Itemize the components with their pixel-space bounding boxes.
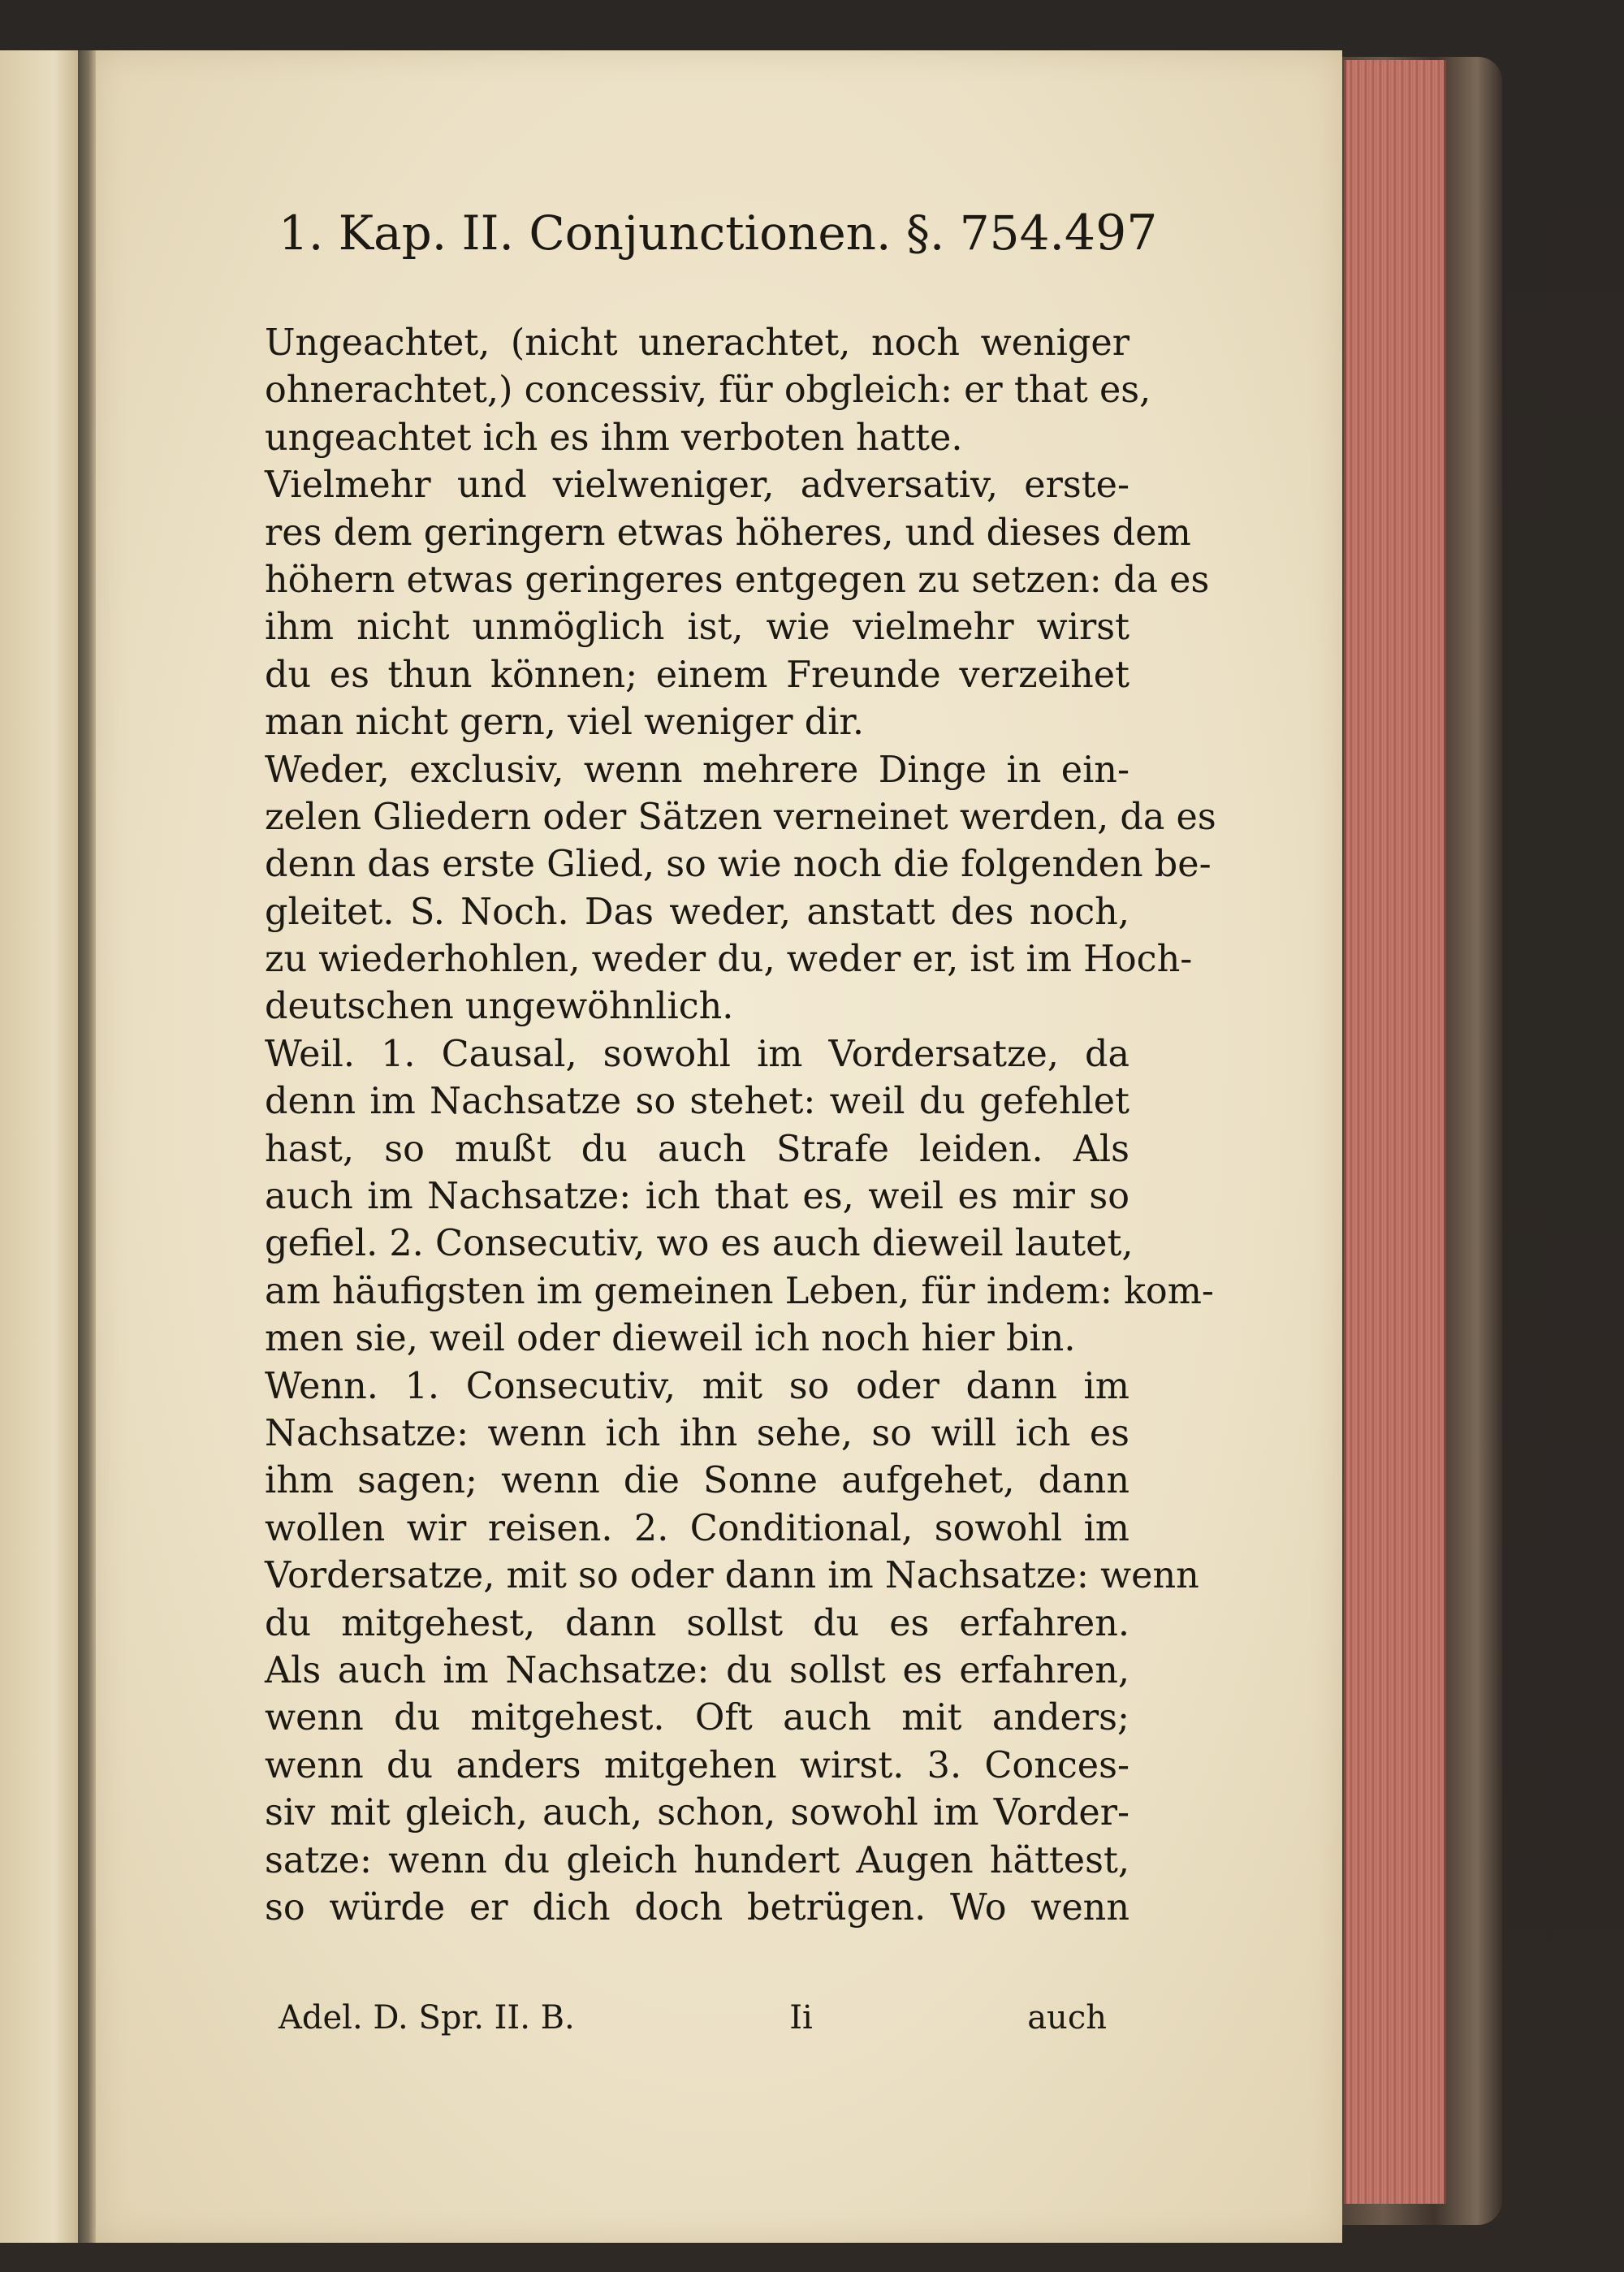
text-line: Weil. 1. Causal, sowohl im Vordersatze, da [265,1033,1129,1075]
text-line: gefiel. 2. Consecutiv, wo es auch dieweil lautet, [265,1223,1134,1265]
text-line: du mitgehest, dann sollst du es erfahren. [265,1602,1129,1644]
text-line: höhern etwas geringeres entgegen zu setzen: da es [265,559,1210,601]
text-line: auch im Nachsatze: ich that es, weil es mir so [265,1176,1129,1218]
text-line: so würde er dich doch betrügen. Wo wenn [265,1886,1129,1929]
text-line: ungeachtet ich es ihm verboten hatte. [265,417,963,459]
text-line: Weder, exclusiv, wenn mehrere Dinge in ein- [265,749,1129,791]
left-page-edge [0,50,81,2243]
text-line: Nachsatze: wenn ich ihn sehe, so will ich es [265,1412,1129,1454]
red-page-edges [1344,60,1446,2204]
text-line: man nicht gern, viel weniger dir. [265,702,864,744]
text-line: ihm sagen; wenn die Sonne aufgehet, dann [265,1460,1129,1502]
text-line: Vielmehr und vielweniger, adversativ, erste- [265,464,1129,507]
signature-mark: Adel. D. Spr. II. B. [279,1999,575,2037]
page-number: 497 [1064,205,1158,261]
text-line: hast, so mußt du auch Strafe leiden. Als [265,1128,1129,1170]
text-line: men sie, weil oder dieweil ich noch hier bin. [265,1318,1076,1360]
text-line: Ungeachtet, (nicht unerachtet, noch weniger [265,322,1129,364]
text-line: am häufigsten im gemeinen Leben, für indem: kom- [265,1270,1214,1312]
text-line: zelen Gliedern oder Sätzen verneinet werden, da es [265,796,1216,838]
text-line: zu wiederhohlen, weder du, weder er, ist im Hoch- [265,939,1193,981]
sheet-mark: Ii [789,1999,813,2037]
text-line: denn das erste Glied, so wie noch die folgenden be- [265,844,1212,886]
text-line: satze: wenn du gleich hundert Augen hättest, [265,1839,1129,1881]
text-line: du es thun können; einem Freunde verzeihet [265,654,1129,696]
text-line: ihm nicht unmöglich ist, wie vielmehr wirst [265,607,1129,649]
page-footer [279,1999,1107,2037]
text-line: deutschen ungewöhnlich. [265,986,734,1028]
text-line: wollen wir reisen. 2. Conditional, sowohl im [265,1507,1129,1549]
text-line: Wenn. 1. Consecutiv, mit so oder dann im [265,1365,1129,1407]
text-line: wenn du mitgehest. Oft auch mit anders; [265,1697,1129,1739]
text-line: res dem geringern etwas höheres, und dieses dem [265,512,1191,554]
text-line: denn im Nachsatze so stehet: weil du gefehlet [265,1081,1129,1123]
text-line: ohnerachtet,) concessiv, für obgleich: er that es, [265,369,1151,412]
text-line: siv mit gleich, auch, schon, sowohl im Vorder- [265,1792,1129,1834]
text-line: Als auch im Nachsatze: du sollst es erfahren, [265,1649,1129,1691]
body-text [265,320,1216,1932]
text-line: wenn du anders mitgehen wirst. 3. Conces- [265,1744,1129,1786]
book-page [96,50,1342,2243]
book-gutter [78,50,96,2243]
running-title: 1. Kap. II. Conjunctionen. §. 754. [279,205,1065,261]
catchword: auch [1027,1999,1107,2037]
text-line: gleitet. S. Noch. Das weder, anstatt des noch, [265,891,1129,933]
text-line: Vordersatze, mit so oder dann im Nachsatze: wenn [265,1555,1199,1597]
running-head [279,205,1158,261]
